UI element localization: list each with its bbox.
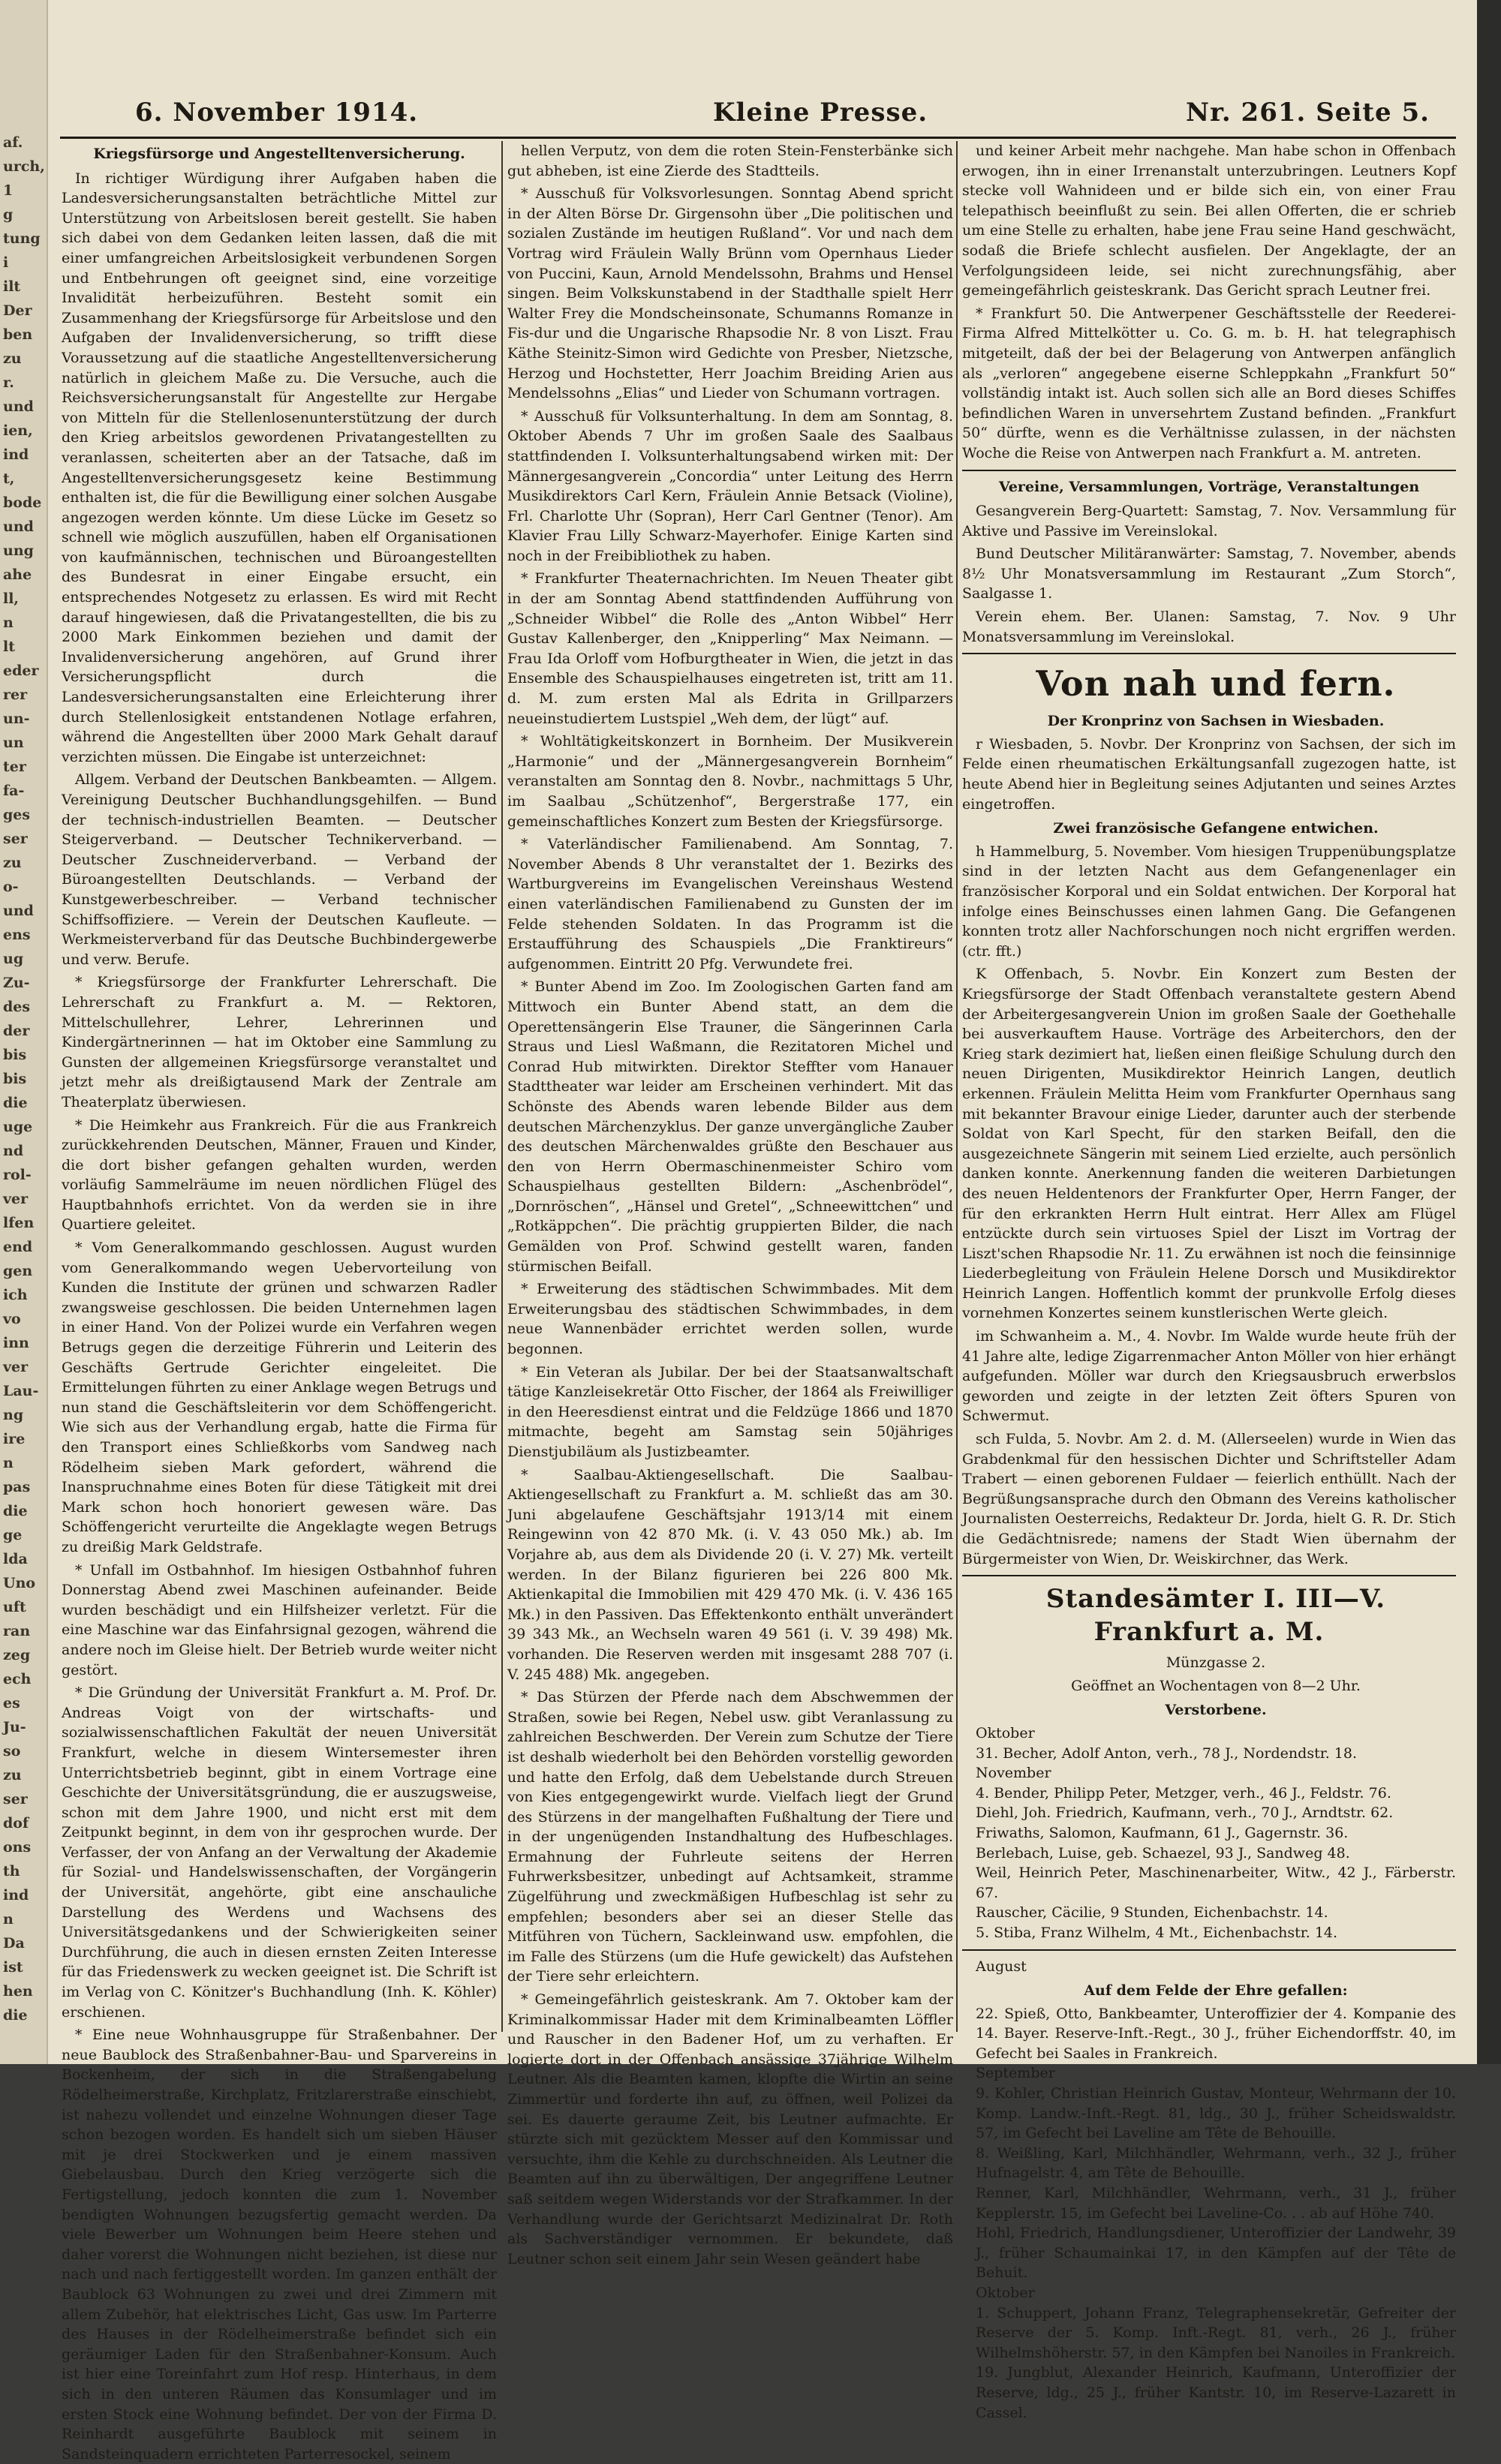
article-paragraph: sch Fulda, 5. Novbr. Am 2. d. M. (Allerseelen) wurde in Wien das Grabdenkmal für den hessischen Dichter und Schriftsteller Adam Trabert — einen geborenen Fuldaer — feierlich enthüllt. Nach der Begrüßungsansprache durch den Obmann des Vereins katholischer Journalisten Oesterreichs, Redakteur Dr. Jorda, hielt G. R. Dr. Stich die Gedächtnisrede; namens der Stadt Wien übernahm der Bürgermeister von Wien, Dr. Weiskirchner, das Werk.: [962, 1431, 1456, 1567]
column-1: [62, 141, 498, 2462]
death-entry: Friwaths, Salomon, Kaufmann, 61 J., Gagernstr. 36.: [976, 1824, 1349, 1841]
gutter-fragment: ind: [3, 446, 29, 463]
standesaemter-heading: Standesämter I. III—V. Frankfurt a. M.: [1045, 1584, 1386, 1648]
gutter-fragment: uge: [3, 1119, 33, 1135]
vereine-item: Verein ehem. Ber. Ulanen: Samstag, 7. Nov. 9 Uhr Monatsversammlung im Vereinslokal.: [962, 608, 1456, 645]
article-paragraph: * Die Gründung der Universität Frankfurt a. M. Prof. Dr. Andreas Voigt von der wirtschafts- und sozialwissenschaftlichen Fakultät der neuen Universität Frankfurt, welche in diesem Wintersemester ihren Unterrichtsbetrieb beginnt, gibt in einem Vortrage eine Geschichte der Universitätsgründung, die er auszugsweise, schon mit dem Jahre 1900, und nicht erst mit dem Zeitpunkt beginnt, in dem von ihr gesprochen wurde. Der Verfasser, der von Anfang an der Verwaltung der Akademie für Sozial- und Handelswissenschaften, der Vorgängerin der Universität, angehörte, gibt eine anschauliche Darstellung des Werdens und Wachsens des Universitätsgedankens und der Schwierigkeiten seiner Durchführung, die auch in diesen ernsten Zeiten Interesse für das Friedenswerk zu wecken geeignet ist. Die Schrift ist im Verlag von C. Könitzer's Buchhandlung (Inh. K. Köhler) erschienen.: [62, 1684, 497, 2021]
column-divider: [956, 141, 958, 2032]
gutter-fragment: ser: [3, 831, 28, 847]
gutter-fragment: der: [3, 1023, 30, 1039]
article-paragraph: * Frankfurter Theaternachrichten. Im Neuen Theater gibt in der am Sonntag Abend stattfindenden Aufführung von „Schneider Wibbel“ die Rolle des „Anton Wibbel“ Herr Gustav Kallenberger, den „Knipperling“ Max Neimann. — Frau Ida Orloff vom Hofburgtheater in Wien, die jetzt in das Ensemble des Schauspielhauses eingetreten ist, tritt am 11. d. M. zum ersten Mal als Edrita in Grillparzers neueinstudiertem Lustspiel „Weh dem, der lügt“ auf.: [507, 570, 953, 727]
article-heading: Der Kronprinz von Sachsen in Wiesbaden.: [1047, 713, 1385, 730]
page-header: [60, 98, 1456, 132]
gutter-fragment: es: [3, 1695, 20, 1711]
gutter-fragment: ben: [3, 326, 33, 343]
month-label: November: [976, 1765, 1051, 1782]
gutter-fragment: ons: [3, 1839, 32, 1856]
gutter-fragment: ge: [3, 1527, 23, 1543]
gutter-fragment: tung: [3, 230, 41, 247]
article-paragraph: Allgem. Verband der Deutschen Bankbeamten. — Allgem. Vereinigung Deutscher Buchhandlungsgehilfen. — Bund der technisch-industriellen Beamten. — Deutscher Steigerverband. — Deutscher Technikerverband. — Deutscher Zuschneiderverband. — Verband der Büroangestellten Deutschlands. — Verband der Kunstgewerbeschreiber. — Verband technischer Schiffsoffiziere. — Verein der Deutschen Kaufleute. — Werkmeisterverband für das Deutsche Buchbindergewerbe und verw. Berufe.: [62, 771, 497, 968]
article-paragraph: * Wohltätigkeitskonzert in Bornheim. Der Musikverein „Harmonie“ und der „Männergesangverein Bornheim“ veranstalten am Sonntag den 8. Novbr., nachmittags 5 Uhr, im Saalbau „Schützenhof“, Bergerstraße 177, ein gemeinschaftliches Konzert zum Besten der Kriegsfürsorge.: [507, 733, 953, 830]
gutter-fragment: Ju-: [3, 1719, 26, 1735]
article-paragraph: * Vom Generalkommando geschlossen. August wurden vom Generalkommando wegen Uebervorteilung von Kunden die Institute der grünen und schwarzen Radler zwangsweise geschlossen. Die beiden Unternehmen lagen in einer Hand. Von der Polizei wurde ein Verfahren wegen Betrugs gegen die derzeitige Führerin und Leiterin des Geschäfts Gertrude Gerichter eingeleitet. Die Ermittelungen führten zu einer Anklage wegen Betrugs und nun stand die Geschäftsleiterin vor dem Schöffengericht. Wie sich aus der Verhandlung ergab, hatte die Firma für den Transport eines Schließkorbs vom Sandweg nach Rödelheim sieben Mark gefordert, während die Inanspruchnahme eines Boten für diese Tätigkeit mit drei Mark schon hoch honoriert gewesen wäre. Das Schöffengericht verurteilte die Angeklagte wegen Betrugs zu dreißig Mark Geldstrafe.: [62, 1240, 498, 1555]
gutter-fragment: ug: [3, 951, 24, 967]
gutter-fragment: und: [3, 518, 34, 535]
gutter-fragment: zu: [3, 350, 22, 367]
gutter-fragment: so: [3, 1743, 21, 1759]
header-newspaper-title: Kleine Presse.: [713, 98, 928, 128]
gutter-fragment: pas: [3, 1479, 31, 1495]
gutter-fragment: ng: [3, 1407, 24, 1423]
header-issue-number: Nr. 261. Seite 5.: [1186, 98, 1430, 128]
gutter-fragment: gen: [3, 1263, 33, 1279]
gutter-fragment: th: [3, 1863, 20, 1880]
gutter-fragment: o-: [3, 879, 19, 895]
section-rule: [962, 1949, 1456, 1951]
gutter-fragment: und: [3, 398, 34, 415]
gutter-fragment: ich: [3, 1287, 28, 1303]
fallen-entry: Renner, Karl, Milchhändler, Wehrmann, verh., 31 J., früher Kepplerstr. 15, im Gefecht bei Laveline-Co. . . ab auf Höhe 740.: [976, 2185, 1456, 2222]
column-3: [962, 141, 1456, 2421]
gutter-fragment: lda: [3, 1551, 28, 1567]
gutter-fragment: ens: [3, 927, 31, 943]
gutter-fragment: dof: [3, 1815, 29, 1831]
article-paragraph: im Schwanheim a. M., 4. Novbr. Im Walde wurde heute früh der 41 Jahre alte, ledige Zigarrenmacher Anton Möller von hier erhängt aufgefunden. Möller war durch den Kriegsausbruch erwerbslos geworden und zeigte in der letzten Zeit öfters Spuren von Schwermut.: [962, 1328, 1456, 1425]
section-rule: [962, 470, 1456, 471]
article-paragraph: * Ein Veteran als Jubilar. Der bei der Staatsanwaltschaft tätige Kanzleisekretär Otto Fischer, der 1864 als Freiwilliger in den Heeresdienst eintrat und die Feldzüge 1866 und 1870 mitmachte, begeht am Samstag sein 50jähriges Dienstjubiläum als Justizbeamter.: [507, 1363, 953, 1460]
article-paragraph: * Gemeingefährlich geisteskrank. Am 7. Oktober kam der Kriminalkommissar Hader mit dem Kriminalbeamten Löffler und Rauscher in den Badener Hof, um zu verhaften. Er logierte dort in der Offenbach ansässige 37jährige Wilhelm Leutner. Als die Beamten kamen, klopfte die Wirtin an seine Zimmertür und forderte ihn auf, zu öffnen, weil Polizei da sei. Es dauerte geraume Zeit, bis Leutner aufmachte. Er stürzte sich mit gezücktem Messer auf den Kommissar und versuchte, ihm die Kehle zu durchschneiden. Als Leutner die Beamten auf ihn zu überwältigen, Der angegriffene Leutner saß seitdem wegen Widerstands vor der Strafkammer. In der Verhandlung wurde der Gerichtsarzt Medizinalrat Dr. Roth als Sachverständiger vernommen. Er bekundete, daß Leutner schon seit einem Jahr sein Wesen geändert habe: [507, 1991, 953, 2267]
gutter-fragment: n: [3, 1455, 14, 1471]
article-paragraph: * Bunter Abend im Zoo. Im Zoologischen Garten fand am Mittwoch ein Bunter Abend statt, an dem die Operettensängerin Else Trauner, die Sängerinnen Carla Straus und Liesl Waßmann, die Rezitatoren Michel und Conrad Hub mitwirkten. Direktor Steffter vom Hanauer Stadttheater war leider am Erscheinen verhindert. Mit das Schönste des Abends waren lebende Bilder aus dem deutschen Märchenzyklus. Der ganze unvergängliche Zauber des deutschen Märchenwaldes grüßte den Beschauer aus den von Herrn Obermaschinenmeister Schiro vom Schauspielhaus gestellten Bildern: „Aschenbrödel“, „Dornröschen“, „Hänsel und Gretel“, „Schneewittchen“ und „Rotkäppchen“. Die prächtig gruppierten Bilder, die nach Gemälden von Prof. Schwind gestellt waren, fanden stürmischen Beifall.: [507, 978, 953, 1275]
gutter-fragment: n: [3, 614, 14, 631]
gutter-fragment: ter: [3, 759, 26, 775]
gutter-fragment: Lau-: [3, 1383, 39, 1399]
header-rule: [60, 137, 1456, 139]
gutter-fragment: urch,: [3, 158, 45, 175]
gutter-fragment: rer: [3, 687, 28, 703]
article-paragraph: * Ausschuß für Volksunterhaltung. In dem am Sonntag, 8. Oktober Abends 7 Uhr im großen Saale des Saalbaus stattfindenden I. Volksunterhaltungsabend wirken mit: Der Männergesangverein „Concordia“ unter Leitung des Herrn Musikdirektors Carl Kern, Fräulein Annie Betsack (Violine), Frl. Charlotte Uhr (Sopran), Herr Carl Gentner (Tenor). Am Klavier Frau Lilly Schwarz-Mayerhofer. Einige Karten sind noch in der Freibibliothek zu haben.: [507, 407, 953, 564]
section-title-von-nah-und-fern: Von nah und fern.: [1036, 663, 1396, 705]
article-paragraph: hellen Verputz, von dem die roten Stein-Fensterbänke sich gut abheben, ist eine Zierde des Stadtteils.: [507, 143, 953, 179]
death-entry: Rauscher, Cäcilie, 9 Stunden, Eichenbachstr. 14.: [976, 1904, 1328, 1922]
gutter-fragment: i: [3, 254, 9, 271]
article-paragraph: h Hammelburg, 5. November. Vom hiesigen Truppenübungsplatze sind in der letzten Nacht aus dem Gefangenenlager ein französischer Korporal und ein Soldat entwichen. Der Korporal hat infolge eines Beinschusses einen lahmen Gang. Die Gefangenen konnten trotz aller Nachforschungen noch nicht ergriffen werden. (ctr. fft.): [962, 843, 1456, 960]
month-label: Oktober: [976, 2285, 1035, 2301]
section-rule: [962, 1575, 1456, 1576]
death-entry: 5. Stiba, Franz Wilhelm, 4 Mt., Eichenbachstr. 14.: [976, 1924, 1338, 1941]
article-paragraph: * Unfall im Ostbahnhof. Im hiesigen Ostbahnhof fuhren Donnerstag Abend zwei Maschinen aufeinander. Beide wurden beschädigt und ein Hilfsheizer verletzt. Für die eine Maschine war das Einfahrsignal gezogen, während die andere noch im Gleise hielt. Der Betrieb wurde weiter nicht gestört.: [62, 1561, 497, 1678]
article-paragraph: * Ausschuß für Volksvorlesungen. Sonntag Abend spricht in der Alten Börse Dr. Girgensohn über „Die politischen und sozialen Zustände im heutigen Rußland“. Vor und nach dem Vortrag wird Fräulein Wally Brünn vom Opernhaus Lieder von Puccini, Kaun, Arnold Mendelssohn, Brahms und Hensel singen. Beim Volkskunstabend in der Stadthalle spielt Herr Walter Frey die Mondscheinsonate, Schumanns Romanze in Fis-dur und die Ungarische Rhapsodie Nr. 8 von Liszt. Frau Käthe Steinitz-Simon wird Gedichte von Presber, Nietzsche, Herzog und Hochstetter, Herr Joachim Breiding Arien aus Mendelssohns „Elias“ und Lieder von Schumann vortragen.: [507, 185, 953, 402]
vereine-item: Bund Deutscher Militäranwärter: Samstag, 7. November, abends 8½ Uhr Monatsversammlung im Restaurant „Zum Storch“, Saalgasse 1.: [962, 545, 1456, 602]
gutter-fragment: ech: [3, 1671, 32, 1687]
section-rule: [962, 653, 1456, 654]
gutter-fragment: des: [3, 999, 31, 1015]
death-entry: 4. Bender, Philipp Peter, Metzger, verh., 46 J., Feldstr. 76.: [976, 1784, 1391, 1801]
standesaemter-address: Münzgasse 2.: [1166, 1654, 1266, 1672]
gutter-fragment: Der: [3, 302, 32, 319]
gutter-fragment: und: [3, 903, 34, 919]
gutter-fragment: Uno: [3, 1575, 36, 1591]
fallen-heading: Auf dem Felde der Ehre gefallen:: [1084, 1982, 1348, 2000]
gutter-fragment: af.: [3, 134, 23, 151]
gutter-fragment: bis: [3, 1071, 27, 1087]
fallen-entry: 8. Weißling, Karl, Milchhändler, Wehrmann, verh., 32 J., früher Hufnagelstr. 4, am Tête de Behouille.: [976, 2144, 1456, 2182]
fallen-entry: 9. Kohler, Christian Heinrich Gustav, Monteur, Wehrmann der 10. Komp. Landw.-Inft.-Regt. 81, ldg., 30 J., früher Scheidswaldstr. 57, im Gefecht bei Laveline am Tête de Behouille.: [976, 2085, 1456, 2142]
gutter-fragment: die: [3, 1503, 28, 1519]
gutter-fragment: ver: [3, 1191, 29, 1207]
article-paragraph: * Kriegsfürsorge der Frankfurter Lehrerschaft. Die Lehrerschaft zu Frankfurt a. M. — Rektoren, Mittelschullehrer, Lehrer, Lehrerinnen und Kindergärtnerinnen — hat im Oktober eine Sammlung zu Gunsten der allgemeinen Kriegsfürsorge veranstaltet und jetzt mehr als dreißigtausend Mark der Zentrale am Theaterplatz überwiesen.: [62, 974, 497, 1110]
gutter-fragment: ind: [3, 1887, 29, 1904]
gutter-fragment: ien,: [3, 422, 33, 439]
article-paragraph: * Saalbau-Aktiengesellschaft. Die Saalbau-Aktiengesellschaft zu Frankfurt a. M. schließt das am 30. Juni abgelaufene Geschäftsjahr 1913/14 mit einem Reingewinn von 42 870 Mk. (i. V. 43 050 Mk.) ab. Im Vorjahre ab, aus dem als Dividende 20 (i. V. 27) Mk. verteilt werden. In der Bilanz figurieren bei 226 800 Mk. Aktienkapital die Immobilien mit 429 470 Mk. (i. V. 436 165 Mk.) in den Passiven. Das Effektenkonto enthält unverändert 39 343 Mk., an Wechseln waren 49 561 (i. V. 39 498) Mk. vorhanden. Die Reserven werden mit insgesamt 288 707 (i. V. 245 488) Mk. angegeben.: [507, 1466, 953, 1683]
gutter-fragment: r.: [3, 374, 14, 391]
header-date: 6. November 1914.: [135, 98, 419, 128]
gutter-fragment: nd: [3, 1143, 24, 1159]
gutter-fragment: uft: [3, 1599, 26, 1615]
article-paragraph: K Offenbach, 5. Novbr. Ein Konzert zum Besten der Kriegsfürsorge der Stadt Offenbach veranstaltete gestern Abend der Arbeitergesangverein Union im großen Saale der Goethehalle bei ausverkauftem Hause. Vorträge des Arbeiterchors, den der Krieg stark dezimiert hat, ließen einen fleißige Schulung durch den neuen Dirigenten, Musikdirektor Heinrich Langen, deutlich erkennen. Fräulein Melitta Heim vom Frankfurter Opernhaus sang mit bekannter Bravour einige Lieder, darunter auch der sterbende Soldat von Karl Specht, für den starken Beifall, den die ausgezeichnete Sängerin mit seinem Lied erzielte, auch persönlich danken konnte. Anerkennung fanden die weiteren Darbietungen des neuen Heldentenors der Frankfurter Oper, Herrn Fanger, der für den erkrankten Herrn Hult eintrat. Herr Allex am Flügel entzückte durch sein virtuoses Spiel der Liszt im Vortrag der Liszt'schen Rhapsodie Nr. 11. Zu erwähnen ist noch die feinsinnige Liederbegleitung von Fräulein Helene Dorsch und Musikdirektor Heinrich Langen. Hoffentlich kommt der prunkvolle Erfolg dieses vornehmen Konzertes seinem kunstlerischen Werte gleich.: [962, 966, 1456, 1322]
gutter-fragment: inn: [3, 1335, 29, 1351]
article-paragraph: * Das Stürzen der Pferde nach dem Abschwemmen der Straßen, sowie bei Regen, Nebel usw. gibt Veranlassung zu zahlreichen Beschwerden. Der Verein zum Schutze der Tiere ist deshalb wiederholt bei den Behörden vorstellig geworden und hatte den Erfolg, daß dem Uebelstande durch Streuen von Kies entgegengewirkt wurde. Vielfach liegt der Grund des Stürzens in der mangelhaften Fußhaltung der Tiere und in der ungenügenden Instandhaltung des Hufbeschlages. Ermahnung der Fuhrleute seitens der Herren Fuhrwerksbesitzer, unbedingt auf Achtsamkeit, stramme Zügelführung und zweckmäßigen Hufbeschlag ist sehr zu empfehlen; besonders aber sei an dieser Stelle das Mitführen von Tüchern, Sackleinwand usw. empfohlen, die im Falle des Stürzens (um die Hufe gewickelt) das Aufstehen der Tiere sehr erleichtern.: [507, 1689, 953, 1985]
death-entry: 31. Becher, Adolf Anton, verh., 78 J., Nordendstr. 18.: [976, 1744, 1357, 1762]
standesaemter-hours: Geöffnet an Wochentagen von 8—2 Uhr.: [1071, 1677, 1361, 1694]
gutter-fragment: die: [3, 1095, 28, 1111]
gutter-fragment: un-: [3, 711, 30, 727]
gutter-fragment: ilt: [3, 278, 21, 295]
article-paragraph: r Wiesbaden, 5. Novbr. Der Kronprinz von Sachsen, der sich im Felde einen rheumatischen Erkältungsanfall zugezogen hatte, ist heute Abend hier in Begleitung seines Adjutanten und seines Arztes eingetroffen.: [962, 735, 1456, 813]
vereine-item: Gesangverein Berg-Quartett: Samstag, 7. Nov. Versammlung für Aktive und Passive im Vereinslokal.: [962, 503, 1456, 539]
fallen-entry: 19. Jungblut, Alexander Heinrich, Kaufmann, Unteroffizier der Reserve, ldg., 25 J., früher Kantstr. 10, im Reserve-Lazarett in Cassel.: [976, 2364, 1456, 2421]
gutter-fragment: t,: [3, 470, 15, 487]
gutter-fragment: zu: [3, 855, 22, 871]
gutter-fragment: end: [3, 1239, 33, 1255]
gutter-fragment: hen: [3, 1983, 33, 2000]
gutter-fragment: ll,: [3, 590, 20, 607]
gutter-fragment: die: [3, 2007, 28, 2024]
article-heading: Zwei französische Gefangene entwichen.: [1053, 820, 1379, 837]
month-label: Oktober: [976, 1724, 1035, 1741]
month-label: August: [976, 1958, 1027, 1975]
gutter-fragment: ahe: [3, 566, 32, 583]
article-paragraph: * Erweiterung des städtischen Schwimmbades. Mit dem Erweiterungsbau des städtischen Schwimmbades, in dem neue Wannenbäder errichtet werden sollen, wurde begonnen.: [507, 1281, 953, 1358]
gutter-fragment: fa-: [3, 783, 25, 799]
gutter-fragment: ire: [3, 1431, 26, 1447]
gutter-fragment: Zu-: [3, 975, 30, 991]
gutter-fragment: ung: [3, 542, 34, 559]
death-entry: Berlebach, Luise, geb. Schaezel, 93 J., Sandweg 48.: [976, 1844, 1350, 1862]
gutter-fragment: ver: [3, 1359, 29, 1375]
gutter-fragment: ist: [3, 1959, 23, 1976]
gutter-fragment: Da: [3, 1935, 25, 1952]
gutter-fragment: n: [3, 1911, 14, 1928]
article-paragraph: und keiner Arbeit mehr nachgehe. Man habe schon in Offenbach erwogen, ihn in einer Irrenanstalt unterzubringen. Leutners Kopf stecke voll Wahnideen und er bilde sich ein, von einer Frau telepathisch beeinflußt zu sein. Bei allen Offerten, die er schrieb um eine Stelle zu erhalten, habe jene Frau seine Hand geschwächt, sodaß die Briefe schlecht ausfielen. Der Angeklagte, der an Verfolgungsideen leide, sei nicht zurechnungsfähig, aber gemeingefährlich geisteskrank. Das Gericht sprach Leutner frei.: [962, 143, 1456, 299]
gutter-fragment: ges: [3, 807, 31, 823]
article-paragraph: * Frankfurt 50. Die Antwerpener Geschäftsstelle der Reederei-Firma Alfred Mittelkötter u. Co. G. m. b. H. hat telegraphisch mitgeteilt, daß der bei der Belagerung von Antwerpen anfänglich als „verloren“ angegebene eiserne Schleppkahn „Frankfurt 50“ vollständig intakt ist. Auch sollen sich alle an Bord dieses Schiffes befindlichen Waren in unversehrtem Zustand befinden. „Frankfurt 50“ dürfte, wenn es die Verhältnisse zulassen, in der nächsten Woche die Reise von Antwerpen nach Frankfurt a. M. antreten.: [962, 305, 1456, 461]
death-entry: Diehl, Joh. Friedrich, Kaufmann, verh., 70 J., Arndtstr. 62.: [976, 1804, 1394, 1822]
gutter-fragment: bode: [3, 494, 42, 511]
gutter-fragment: zeg: [3, 1647, 31, 1663]
article-paragraph: In richtiger Würdigung ihrer Aufgaben haben die Landesversicherungsanstalten beträchtliche Mittel zur Unterstützung von Arbeitslosen bereit gestellt. Sie haben sich dabei von dem Gedanken leiten lassen, daß die mit einer umfangreichen Arbeitslosigkeit verbundenen Sorgen und Entbehrungen oft geeignet sind, eine vorzeitige Invalidität herbeizuführen. Besteht somit ein Zusammenhang der Kriegsfürsorge für Arbeitslose und den Aufgaben der Invalidenversicherung, so trifft diese Voraussetzung auf die staatliche Angestelltenversicherung natürlich in gleichem Maße zu. Die Versuche, auch die Reichsversicherungsanstalt für Angestellte zur Hergabe von Mitteln für die Stellenlosenunterstützung der durch den Krieg arbeitslos gewordenen Privatangestellten zu veranlassen, scheiterten aber an der Tatsache, daß im Angestelltenversicherungsgesetz keine Bestimmung enthalten ist, die für die Bewilligung einer solchen Ausgabe angezogen werden könnte. Um diese Lücke im Gesetz so schnell wie möglich auszufüllen, haben elf Organisationen von kaufmännischen, technischen und Büroangestellten des Bundesrat in einer Eingabe ersucht, ein entsprechendes Notgesetz zu erlassen. Es wird mit Recht darauf hingewiesen, daß die Privatangestellten, die bis zu 2000 Mark Einkommen beziehen und damit der Invalidenversicherung angehören, auf Grund ihrer Versicherungspflicht durch die Landesversicherungsanstalten eine Erleichterung ihrer durch Stellenlosigkeit entstandenen Notlage erfahren, während die Angestellten über 2000 Mark Gehalt darauf verzichten müssen. Die Eingabe ist unterzeichnet:: [62, 170, 497, 765]
gutter-fragment: bis: [3, 1047, 27, 1063]
month-label: September: [976, 2065, 1055, 2082]
article-paragraph: * Die Heimkehr aus Frankreich. Für die aus Frankreich zurückkehrenden Deutschen, Männer, Frauen und Kinder, die dort bisher gefangen gehalten wurden, werden vorläufig Sammelräume im neuen nördlichen Flügel des Hauptbahnhofs errichtet. Von da werden sie in ihre Quartiere geleitet.: [62, 1116, 497, 1234]
article-heading: Kriegsfürsorge und Angestelltenversicherung.: [93, 146, 465, 162]
gutter-fragment: vo: [3, 1311, 21, 1327]
fallen-entry: 22. Spieß, Otto, Bankbeamter, Unteroffizier der 4. Kompanie des 14. Bayer. Reserve-Inft.-Regt., 30 J., früher Eichendorffstr. 40, im Gefecht bei Saales in Frankreich.: [976, 2005, 1456, 2062]
gutter-fragment: g: [3, 206, 14, 223]
gutter-fragment: ran: [3, 1623, 31, 1639]
gutter-fragment: un: [3, 735, 24, 751]
gutter-fragment: rol-: [3, 1167, 32, 1183]
fallen-entry: 1. Schuppert, Johann Franz, Telegraphensekretär, Gefreiter der Reserve der 5. Komp. Inft.-Regt. 81, verh., 26 J., früher Wilhelmshöherstr. 57, in den Kämpfen bei Nanoiles in Frankreich.: [976, 2304, 1456, 2361]
gutter-fragment: zu: [3, 1767, 22, 1783]
gutter-fragment: lfen: [3, 1215, 35, 1231]
gutter-fragment: lt: [3, 639, 15, 655]
death-entry: Weil, Heinrich Peter, Maschinenarbeiter, Witw., 42 J., Färberstr. 67.: [976, 1865, 1456, 1901]
gutter-fragment: ser: [3, 1791, 28, 1807]
column-2: [507, 141, 953, 2267]
scan-edge: [1477, 0, 1501, 2064]
gutter-fragment: 1: [3, 182, 14, 199]
left-page-gutter: [0, 0, 48, 2064]
gutter-fragment: eder: [3, 663, 39, 679]
vereine-heading: Vereine, Versammlungen, Vorträge, Veranstaltungen: [998, 478, 1420, 495]
article-paragraph: * Eine neue Wohnhausgruppe für Straßenbahner. Der neue Baublock des Straßenbahner-Bau- und Sparvereins in Bockenheim, der sich in die Straßengabelung Rödelheimerstraße, Kirchplatz, Fritzlarerstraße einschiebt, ist nahezu vollendet und einzelne Wohnungen dieser Tage schon bezogen worden. Es handelt sich um sieben Häuser mit je drei Stockwerken und je einem massiven Giebelausbau. Durch den Krieg verzögerte sich die Fertigstellung, jedoch konnten die zum 1. November bendigten Wohnungen bezugsfertig gemacht werden. Da viele Bewerber um Wohnungen beim Heere stehen und daher vorerst die Wohnungen nicht beziehen, ist diese nur nach und nach fertiggestellt worden. Im ganzen enthält der Baublock 63 Wohnungen zu zwei und drei Zimmern mit allem Zubehör, hat elektrisches Licht, Gas usw. Im Parterre des Hauses in der Rödelheimerstraße befindet sich ein geräumiger Laden für den Straßenbahner-Konsum. Auch ist hier eine Toreinfahrt zum Hof resp. Hinterhaus, in dem sich in den unteren Räumen das Konsumlager und im ersten Stock eine Wohnung befindet. Der von der Firma D. Reinhardt ausgeführte Baublock mit seinem in Sandsteinquadern errichteten Parterresockel, seinem: [62, 2027, 497, 2462]
verstorbene-heading: Verstorbene.: [1165, 1702, 1267, 1719]
fallen-entry: Hohl, Friedrich, Handlungsdiener, Unteroffizier der Landwehr, 39 J., früher Schaumainkai 17, in den Kämpfen auf der Tête de Behuit.: [976, 2225, 1456, 2282]
column-divider: [501, 141, 503, 2032]
article-paragraph: * Vaterländischer Familienabend. Am Sonntag, 7. November Abends 8 Uhr veranstaltet der 1. Bezirks des Wartburgvereins im Evangelischen Vereinshaus Westend einen vaterländischen Familienabend zu Gunsten der im Felde stehenden Soldaten. In das Programm ist die Erstaufführung des Schauspiels „Die Franktireurs“ aufgenommen. Eintritt 20 Pfg. Verwundete frei.: [507, 836, 953, 972]
